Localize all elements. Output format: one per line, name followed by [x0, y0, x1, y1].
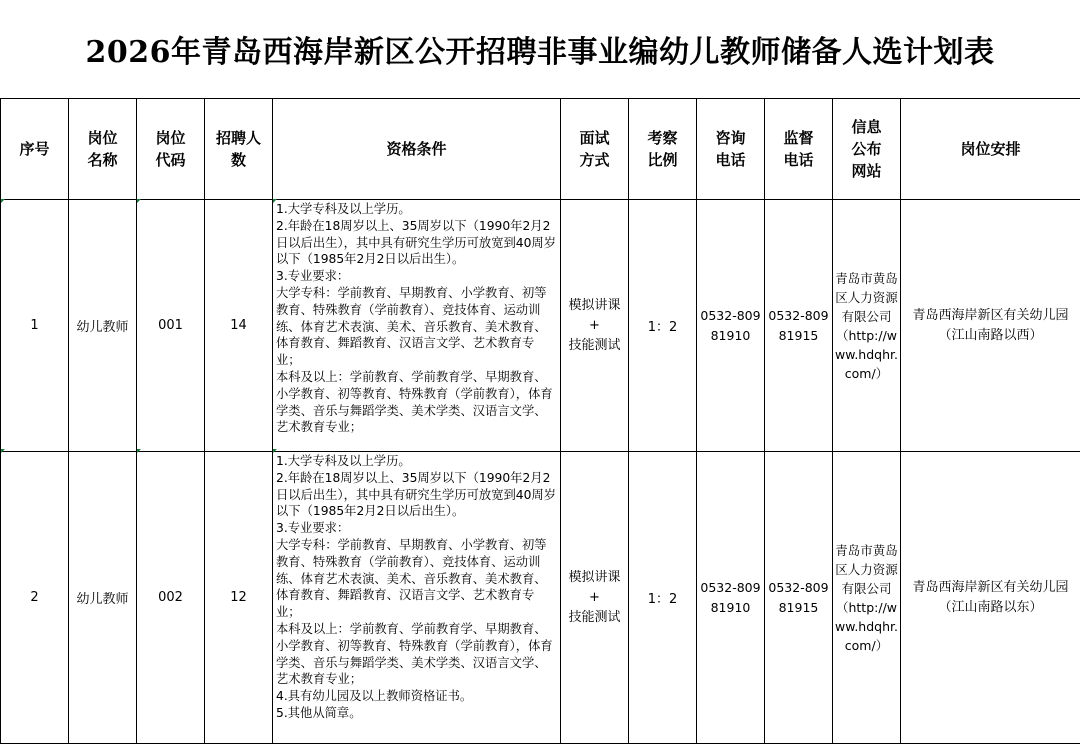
cell-supervise-phone: 0532-80981915 [765, 200, 833, 452]
cell-position-code: 002 [137, 452, 205, 744]
cell-hire-count: 12 [205, 452, 273, 744]
cell-seq: 2 [1, 452, 69, 744]
cell-supervise-phone: 0532-80981915 [765, 452, 833, 744]
cell-interview-mode [561, 452, 629, 744]
cell-info-site: 青岛市黄岛区人力资源有限公司（http://www.hdqhr.com/） [833, 452, 901, 744]
cell-arrangement: 青岛西海岸新区有关幼儿园（江山南路以西） [901, 200, 1080, 452]
col-header-consult-phone: 咨询电话 [697, 99, 765, 200]
cell-hire-count: 14 [205, 200, 273, 452]
col-header-hire-count: 招聘人数 [205, 99, 273, 200]
cell-consult-phone: 0532-80981910 [697, 200, 765, 452]
cell-position-name: 幼儿教师 [69, 452, 137, 744]
cell-consult-phone: 0532-80981910 [697, 452, 765, 744]
cell-comment-marker [1, 449, 5, 453]
col-header-qualifications: 资格条件 [273, 99, 561, 200]
cell-seq: 1 [1, 200, 69, 452]
col-header-arrangement: 岗位安排 [901, 99, 1080, 200]
col-header-supervise-phone: 监督电话 [765, 99, 833, 200]
cell-comment-marker [1, 199, 5, 203]
col-header-interview-mode: 面试方式 [561, 99, 629, 200]
col-header-seq: 序号 [1, 99, 69, 200]
cell-ratio: 1：2 [629, 200, 697, 452]
cell-qualifications: 1.大学专科及以上学历。 2.年龄在18周岁以上、35周岁以下（1990年2月2日以后出生），其中具有研究生学历可放宽到40周岁以下（1985年2月2日以后出生）。 3.专业要求： 大学专科：学前教育、早期教育、小学教育、初等教育、特殊教育（学前教育）、竞技体育、运动训练、体育艺术表演、美术、音乐教育、美术教育、体育教育、舞蹈教育、汉语言文学、艺术教育专业； 本科及以上：学前教育、学前教育学、早期教育、小学教育、初等教育、特殊教育（学前教育），体育学类、音乐与舞蹈学类、美术学类、汉语言文学、艺术教育专业； 4.具有幼儿园及以上教师资格证书。 5.其他从简章。 [273, 452, 561, 744]
cell-comment-marker [273, 449, 277, 453]
recruitment-plan-table [0, 98, 1080, 744]
header-row [1, 99, 1080, 200]
cell-comment-marker [137, 199, 141, 203]
interview-mode-text: 模拟讲课 + 技能测试 [568, 570, 620, 625]
col-header-info-site: 信息公布网站 [833, 99, 901, 200]
cell-arrangement: 青岛西海岸新区有关幼儿园（江山南路以东） [901, 452, 1080, 744]
cell-qualifications: 1.大学专科及以上学历。 2.年龄在18周岁以上、35周岁以下（1990年2月2日以后出生），其中具有研究生学历可放宽到40周岁以下（1985年2月2日以后出生）。 3.专业要求： 大学专科：学前教育、早期教育、小学教育、初等教育、特殊教育（学前教育）、竞技体育、运动训练、体育艺术表演、美术、音乐教育、美术教育、体育教育、舞蹈教育、汉语言文学、艺术教育专业； 本科及以上：学前教育、学前教育学、早期教育、小学教育、初等教育、特殊教育（学前教育），体育学类、音乐与舞蹈学类、美术学类、汉语言文学、艺术教育专业； [273, 200, 561, 452]
cell-info-site: 青岛市黄岛区人力资源有限公司（http://www.hdqhr.com/） [833, 200, 901, 452]
table-row [1, 200, 1080, 452]
page-title: 2026年青岛西海岸新区公开招聘非事业编幼儿教师储备人选计划表 [0, 0, 1080, 98]
cell-position-code: 001 [137, 200, 205, 452]
cell-interview-mode [561, 200, 629, 452]
cell-position-name: 幼儿教师 [69, 200, 137, 452]
cell-comment-marker [137, 449, 141, 453]
interview-mode-text: 模拟讲课 + 技能测试 [568, 298, 620, 353]
col-header-ratio: 考察比例 [629, 99, 697, 200]
table-row [1, 452, 1080, 744]
cell-comment-marker [273, 199, 277, 203]
col-header-position-name: 岗位名称 [69, 99, 137, 200]
col-header-position-code: 岗位代码 [137, 99, 205, 200]
cell-ratio: 1：2 [629, 452, 697, 744]
